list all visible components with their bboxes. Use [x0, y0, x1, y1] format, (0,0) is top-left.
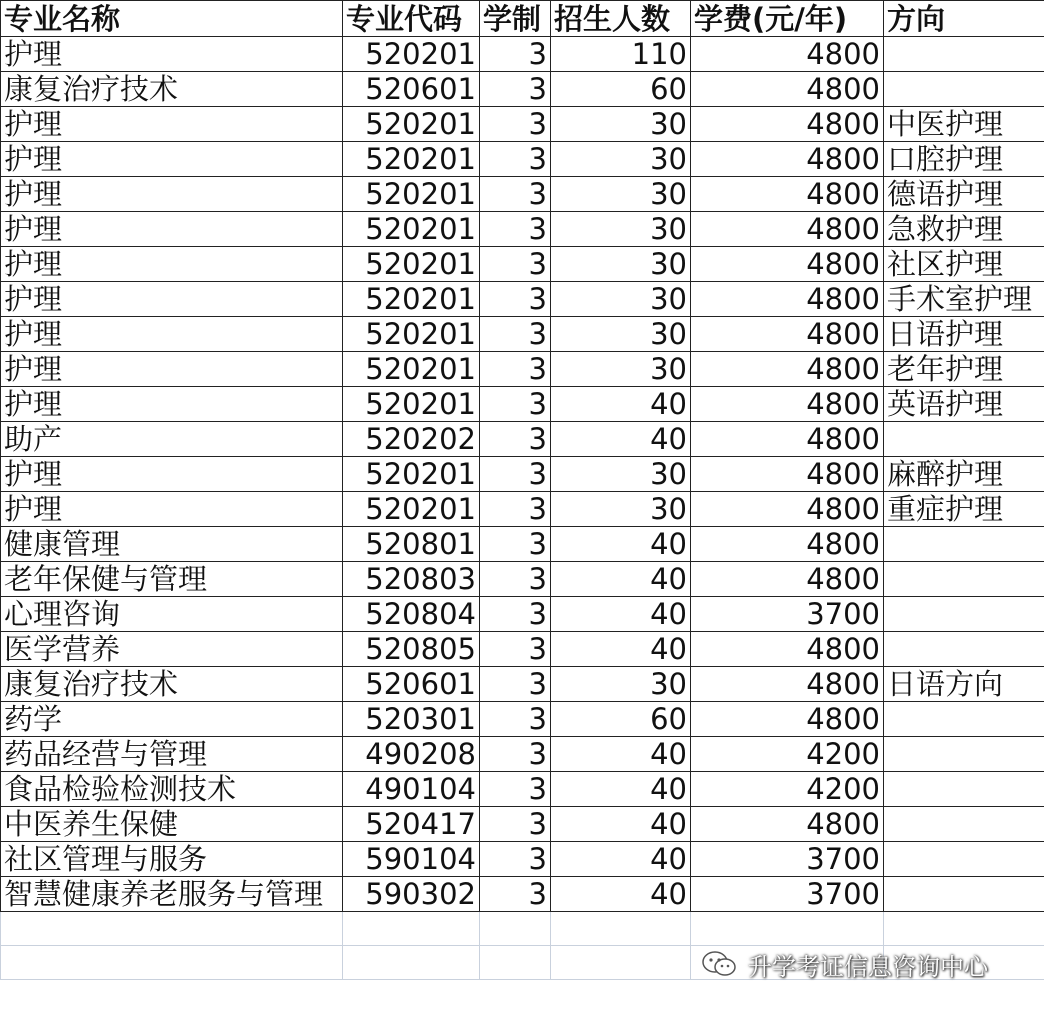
cell-duration[interactable]: 3 — [480, 877, 551, 912]
cell-enrollment[interactable]: 40 — [551, 632, 691, 667]
cell-code[interactable]: 520201 — [343, 387, 480, 422]
empty-cell[interactable] — [551, 912, 691, 946]
cell-code[interactable]: 520301 — [343, 702, 480, 737]
cell-enrollment[interactable]: 40 — [551, 422, 691, 457]
cell-enrollment[interactable]: 40 — [551, 772, 691, 807]
cell-duration[interactable]: 3 — [480, 352, 551, 387]
header-cell-direction[interactable]: 方向 — [884, 1, 1044, 37]
cell-enrollment[interactable]: 40 — [551, 527, 691, 562]
empty-cell[interactable] — [480, 912, 551, 946]
cell-duration[interactable]: 3 — [480, 317, 551, 352]
table-row — [1, 37, 1044, 72]
cell-code[interactable]: 520601 — [343, 72, 480, 107]
table-row — [1, 352, 1044, 387]
cell-enrollment[interactable]: 30 — [551, 352, 691, 387]
cell-direction[interactable] — [884, 527, 1044, 562]
cell-tuition[interactable]: 4800 — [691, 72, 884, 107]
cell-tuition[interactable]: 4800 — [691, 282, 884, 317]
cell-code[interactable]: 520201 — [343, 37, 480, 72]
cell-enrollment[interactable]: 40 — [551, 877, 691, 912]
cell-name[interactable]: 护理 — [1, 282, 343, 317]
cell-tuition[interactable]: 4800 — [691, 702, 884, 737]
cell-direction[interactable]: 日语护理 — [884, 317, 1044, 352]
cell-duration[interactable]: 3 — [480, 702, 551, 737]
cell-duration[interactable]: 3 — [480, 772, 551, 807]
cell-duration[interactable]: 3 — [480, 457, 551, 492]
cell-duration[interactable]: 3 — [480, 737, 551, 772]
cell-name[interactable]: 护理 — [1, 492, 343, 527]
cell-duration[interactable]: 3 — [480, 387, 551, 422]
empty-cell[interactable] — [1, 946, 343, 980]
empty-cell[interactable] — [480, 946, 551, 980]
table-row — [1, 247, 1044, 282]
cell-tuition[interactable]: 4200 — [691, 737, 884, 772]
cell-name[interactable]: 护理 — [1, 142, 343, 177]
cell-enrollment[interactable]: 30 — [551, 282, 691, 317]
table-row — [1, 807, 1044, 842]
table-row — [1, 72, 1044, 107]
wechat-icon — [700, 949, 740, 979]
cell-direction[interactable]: 日语方向 — [884, 667, 1044, 702]
cell-enrollment[interactable]: 40 — [551, 562, 691, 597]
cell-direction[interactable]: 麻醉护理 — [884, 457, 1044, 492]
cell-code[interactable]: 590104 — [343, 842, 480, 877]
cell-code[interactable]: 520805 — [343, 632, 480, 667]
header-cell-code[interactable]: 专业代码 — [343, 1, 480, 37]
cell-direction[interactable] — [884, 72, 1044, 107]
cell-tuition[interactable]: 3700 — [691, 877, 884, 912]
cell-code[interactable]: 520804 — [343, 597, 480, 632]
header-cell-tuition[interactable]: 学费(元/年) — [691, 1, 884, 37]
cell-name[interactable]: 药学 — [1, 702, 343, 737]
empty-cell[interactable] — [884, 912, 1044, 946]
table-row — [1, 632, 1044, 667]
cell-duration[interactable]: 3 — [480, 72, 551, 107]
header-cell-duration[interactable]: 学制 — [480, 1, 551, 37]
cell-code[interactable]: 520201 — [343, 212, 480, 247]
cell-name[interactable]: 康复治疗技术 — [1, 72, 343, 107]
cell-tuition[interactable]: 4800 — [691, 352, 884, 387]
cell-tuition[interactable]: 3700 — [691, 597, 884, 632]
cell-name[interactable]: 心理咨询 — [1, 597, 343, 632]
cell-direction[interactable] — [884, 702, 1044, 737]
table-row — [1, 177, 1044, 212]
cell-code[interactable]: 520601 — [343, 667, 480, 702]
cell-duration[interactable]: 3 — [480, 37, 551, 72]
cell-direction[interactable] — [884, 737, 1044, 772]
table-row — [1, 737, 1044, 772]
cell-tuition[interactable]: 4800 — [691, 107, 884, 142]
cell-tuition[interactable]: 3700 — [691, 842, 884, 877]
cell-tuition[interactable]: 4800 — [691, 807, 884, 842]
cell-direction[interactable] — [884, 877, 1044, 912]
cell-enrollment[interactable]: 110 — [551, 37, 691, 72]
cell-name[interactable]: 医学营养 — [1, 632, 343, 667]
cell-direction[interactable] — [884, 422, 1044, 457]
cell-code[interactable]: 520201 — [343, 107, 480, 142]
cell-tuition[interactable]: 4800 — [691, 142, 884, 177]
cell-code[interactable]: 520201 — [343, 247, 480, 282]
cell-name[interactable]: 社区管理与服务 — [1, 842, 343, 877]
header-cell-enrollment[interactable]: 招生人数 — [551, 1, 691, 37]
cell-duration[interactable]: 3 — [480, 527, 551, 562]
cell-name[interactable]: 护理 — [1, 37, 343, 72]
cell-direction[interactable] — [884, 842, 1044, 877]
table-row — [1, 842, 1044, 877]
table-row — [1, 142, 1044, 177]
empty-cell[interactable] — [691, 912, 884, 946]
header-cell-name[interactable]: 专业名称 — [1, 1, 343, 37]
cell-duration[interactable]: 3 — [480, 422, 551, 457]
cell-direction[interactable] — [884, 807, 1044, 842]
cell-code[interactable]: 520202 — [343, 422, 480, 457]
cell-duration[interactable]: 3 — [480, 212, 551, 247]
empty-cell[interactable] — [551, 946, 691, 980]
cell-name[interactable]: 护理 — [1, 107, 343, 142]
cell-name[interactable]: 康复治疗技术 — [1, 667, 343, 702]
cell-tuition[interactable]: 4800 — [691, 562, 884, 597]
cell-enrollment[interactable]: 40 — [551, 597, 691, 632]
cell-duration[interactable]: 3 — [480, 632, 551, 667]
table-row — [1, 212, 1044, 247]
cell-duration[interactable]: 3 — [480, 107, 551, 142]
cell-enrollment[interactable]: 40 — [551, 737, 691, 772]
cell-enrollment[interactable]: 40 — [551, 387, 691, 422]
empty-cell[interactable] — [343, 912, 480, 946]
cell-name[interactable]: 老年保健与管理 — [1, 562, 343, 597]
cell-name[interactable]: 护理 — [1, 317, 343, 352]
cell-tuition[interactable]: 4800 — [691, 317, 884, 352]
table-row — [1, 877, 1044, 912]
cell-name[interactable]: 中医养生保健 — [1, 807, 343, 842]
cell-tuition[interactable]: 4800 — [691, 422, 884, 457]
cell-enrollment[interactable]: 30 — [551, 177, 691, 212]
cell-code[interactable]: 520803 — [343, 562, 480, 597]
table-row — [1, 282, 1044, 317]
cell-enrollment[interactable]: 30 — [551, 107, 691, 142]
cell-tuition[interactable]: 4800 — [691, 632, 884, 667]
cell-duration[interactable]: 3 — [480, 597, 551, 632]
cell-direction[interactable] — [884, 772, 1044, 807]
table-row — [1, 457, 1044, 492]
watermark — [700, 944, 988, 984]
cell-duration[interactable]: 3 — [480, 807, 551, 842]
cell-name[interactable]: 护理 — [1, 247, 343, 282]
cell-code[interactable]: 490104 — [343, 772, 480, 807]
table-row — [1, 667, 1044, 702]
cell-code[interactable]: 520201 — [343, 317, 480, 352]
cell-tuition[interactable]: 4800 — [691, 492, 884, 527]
cell-direction[interactable]: 口腔护理 — [884, 142, 1044, 177]
cell-name[interactable]: 护理 — [1, 352, 343, 387]
cell-enrollment[interactable]: 40 — [551, 807, 691, 842]
cell-name[interactable]: 护理 — [1, 387, 343, 422]
cell-direction[interactable]: 英语护理 — [884, 387, 1044, 422]
cell-tuition[interactable]: 4800 — [691, 212, 884, 247]
cell-direction[interactable]: 急救护理 — [884, 212, 1044, 247]
cell-enrollment[interactable]: 30 — [551, 492, 691, 527]
cell-name[interactable]: 食品检验检测技术 — [1, 772, 343, 807]
watermark-text: 升学考证信息咨询中心 — [748, 952, 988, 981]
cell-code[interactable]: 520201 — [343, 282, 480, 317]
cell-tuition[interactable]: 4800 — [691, 387, 884, 422]
cell-code[interactable]: 520417 — [343, 807, 480, 842]
cell-code[interactable]: 520201 — [343, 457, 480, 492]
cell-direction[interactable] — [884, 632, 1044, 667]
cell-enrollment[interactable]: 30 — [551, 457, 691, 492]
cell-code[interactable]: 490208 — [343, 737, 480, 772]
cell-tuition[interactable]: 4800 — [691, 457, 884, 492]
empty-cell[interactable] — [1, 912, 343, 946]
cell-direction[interactable] — [884, 37, 1044, 72]
header-row — [1, 1, 1044, 37]
table-row — [1, 527, 1044, 562]
cell-tuition[interactable]: 4800 — [691, 177, 884, 212]
cell-code[interactable]: 520201 — [343, 142, 480, 177]
cell-duration[interactable]: 3 — [480, 282, 551, 317]
cell-name[interactable]: 助产 — [1, 422, 343, 457]
cell-direction[interactable]: 手术室护理 — [884, 282, 1044, 317]
table-row — [1, 387, 1044, 422]
cell-code[interactable]: 520801 — [343, 527, 480, 562]
table-row — [1, 422, 1044, 457]
cell-duration[interactable]: 3 — [480, 177, 551, 212]
cell-enrollment[interactable]: 40 — [551, 842, 691, 877]
cell-name[interactable]: 智慧健康养老服务与管理 — [1, 877, 343, 912]
cell-enrollment[interactable]: 30 — [551, 667, 691, 702]
cell-code[interactable]: 520201 — [343, 352, 480, 387]
cell-code[interactable]: 520201 — [343, 492, 480, 527]
cell-tuition[interactable]: 4800 — [691, 247, 884, 282]
cell-direction[interactable]: 老年护理 — [884, 352, 1044, 387]
cell-direction[interactable]: 重症护理 — [884, 492, 1044, 527]
cell-tuition[interactable]: 4200 — [691, 772, 884, 807]
table-row — [1, 562, 1044, 597]
table-row — [1, 317, 1044, 352]
cell-tuition[interactable]: 4800 — [691, 527, 884, 562]
cell-duration[interactable]: 3 — [480, 842, 551, 877]
cell-name[interactable]: 护理 — [1, 212, 343, 247]
cell-tuition[interactable]: 4800 — [691, 667, 884, 702]
empty-cell[interactable] — [343, 946, 480, 980]
cell-duration[interactable]: 3 — [480, 247, 551, 282]
cell-name[interactable]: 药品经营与管理 — [1, 737, 343, 772]
cell-tuition[interactable]: 4800 — [691, 37, 884, 72]
cell-code[interactable]: 520201 — [343, 177, 480, 212]
cell-duration[interactable]: 3 — [480, 142, 551, 177]
cell-direction[interactable]: 社区护理 — [884, 247, 1044, 282]
table-row — [1, 492, 1044, 527]
cell-direction[interactable]: 中医护理 — [884, 107, 1044, 142]
cell-enrollment[interactable]: 30 — [551, 142, 691, 177]
cell-enrollment[interactable]: 30 — [551, 317, 691, 352]
cell-name[interactable]: 护理 — [1, 457, 343, 492]
cell-direction[interactable] — [884, 597, 1044, 632]
table-row — [1, 772, 1044, 807]
cell-direction[interactable]: 德语护理 — [884, 177, 1044, 212]
cell-enrollment[interactable]: 30 — [551, 247, 691, 282]
cell-name[interactable]: 健康管理 — [1, 527, 343, 562]
cell-name[interactable]: 护理 — [1, 177, 343, 212]
table-row — [1, 702, 1044, 737]
cell-duration[interactable]: 3 — [480, 562, 551, 597]
cell-enrollment[interactable]: 60 — [551, 702, 691, 737]
empty-row — [1, 912, 1044, 946]
table-row — [1, 107, 1044, 142]
cell-enrollment[interactable]: 60 — [551, 72, 691, 107]
table-row — [1, 597, 1044, 632]
cell-direction[interactable] — [884, 562, 1044, 597]
cell-duration[interactable]: 3 — [480, 492, 551, 527]
cell-duration[interactable]: 3 — [480, 667, 551, 702]
cell-code[interactable]: 590302 — [343, 877, 480, 912]
cell-enrollment[interactable]: 30 — [551, 212, 691, 247]
